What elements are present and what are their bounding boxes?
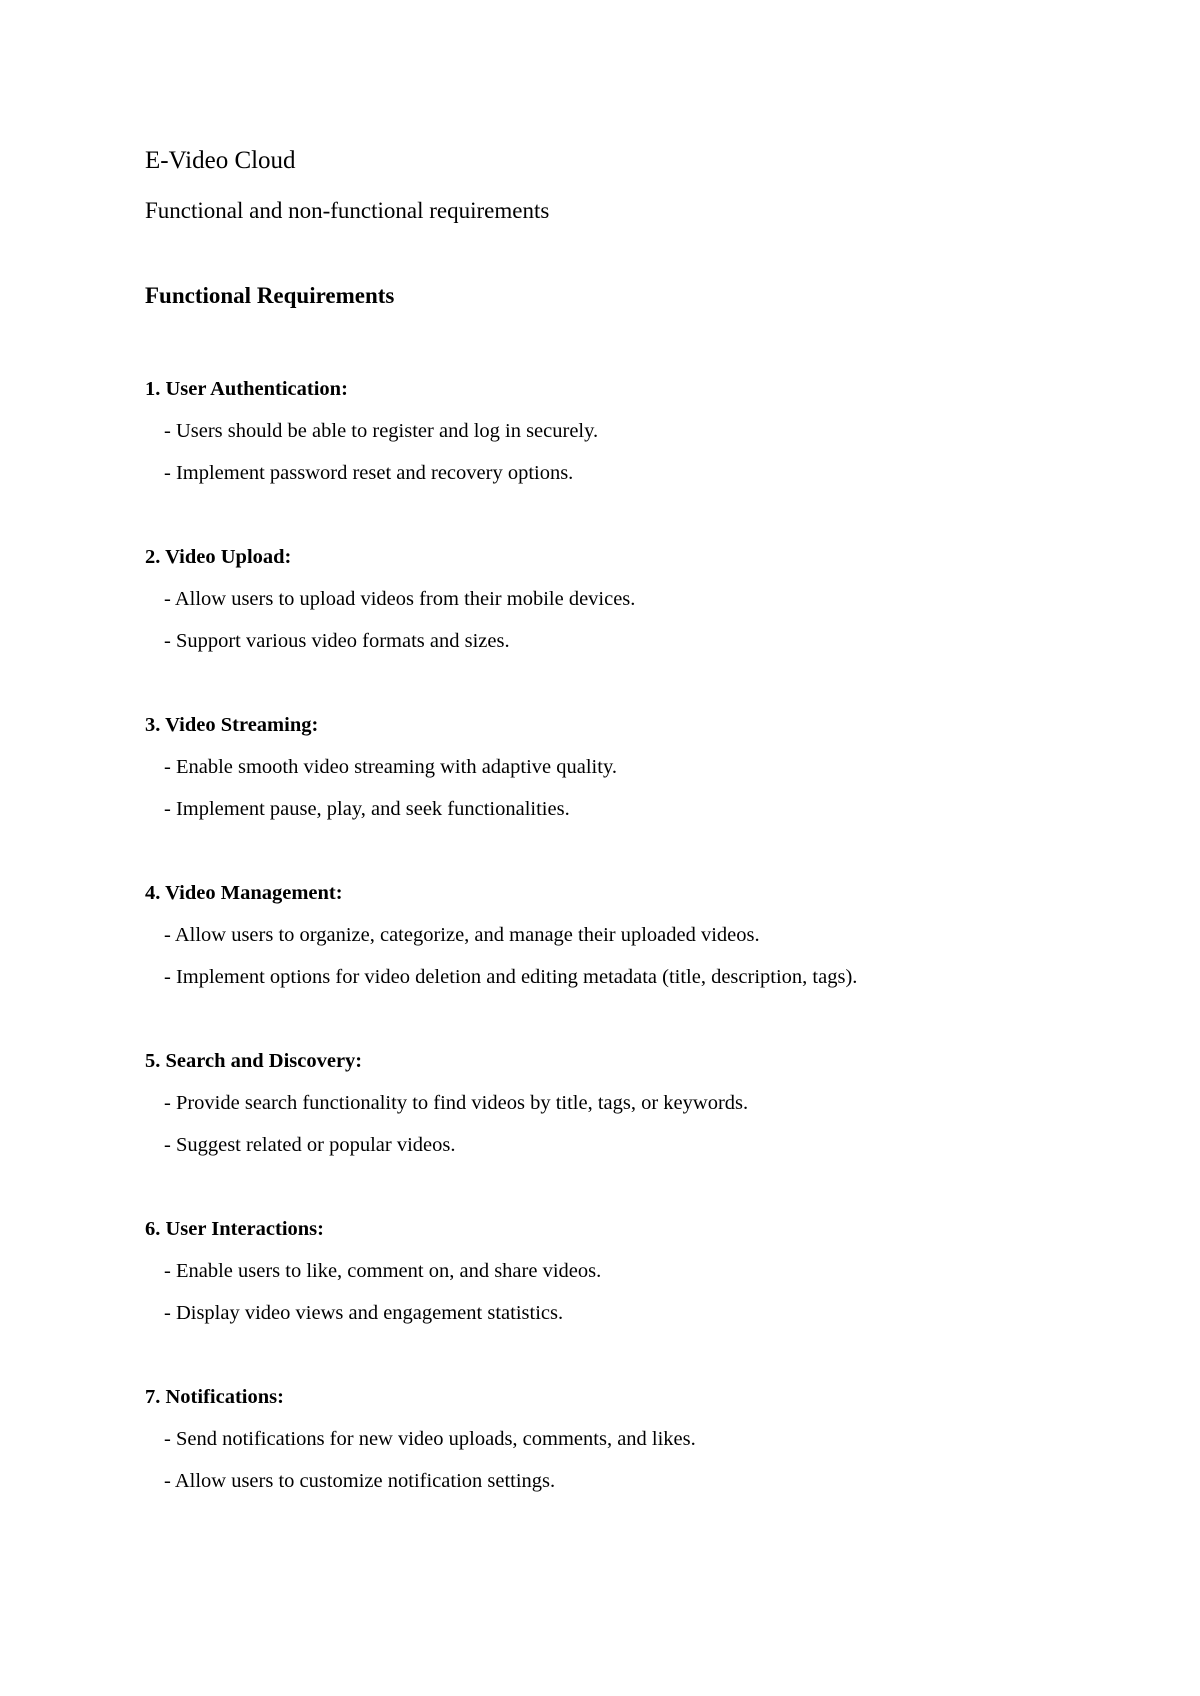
requirement-bullet: - Suggest related or popular videos. — [164, 1134, 456, 1156]
section-heading-functional: Functional Requirements — [145, 283, 395, 308]
document-title: E-Video Cloud — [145, 147, 296, 174]
requirement-notifications — [145, 1376, 1145, 1544]
requirement-video-streaming — [145, 704, 1145, 872]
requirement-bullet: - Allow users to organize, categorize, and manage their uploaded videos. — [164, 924, 760, 946]
requirement-bullet: - Implement pause, play, and seek functionalities. — [164, 798, 570, 820]
requirement-bullet: - Implement options for video deletion and editing metadata (title, description, tags). — [164, 966, 858, 988]
document-subtitle: Functional and non-functional requirements — [145, 198, 550, 223]
requirement-bullet: - Provide search functionality to find videos by title, tags, or keywords. — [164, 1092, 749, 1114]
requirement-search-and-discovery — [145, 1040, 1145, 1208]
requirement-heading: 3. Video Streaming: — [145, 714, 319, 736]
requirement-video-upload — [145, 536, 1145, 704]
requirement-heading: 5. Search and Discovery: — [145, 1050, 363, 1072]
requirement-bullet: - Allow users to upload videos from their mobile devices. — [164, 588, 636, 610]
requirement-bullet: - Implement password reset and recovery options. — [164, 462, 574, 484]
requirement-heading: 7. Notifications: — [145, 1386, 284, 1408]
requirements-list — [145, 368, 1145, 1544]
requirement-user-interactions — [145, 1208, 1145, 1376]
requirement-bullet: - Send notifications for new video uploads, comments, and likes. — [164, 1428, 696, 1450]
requirement-heading: 6. User Interactions: — [145, 1218, 324, 1240]
requirement-bullet: - Display video views and engagement statistics. — [164, 1302, 564, 1324]
requirement-bullet: - Enable smooth video streaming with adaptive quality. — [164, 756, 617, 778]
requirement-heading: 1. User Authentication: — [145, 378, 348, 400]
requirement-video-management — [145, 872, 1145, 1040]
requirement-bullet: - Users should be able to register and log in securely. — [164, 420, 599, 442]
requirement-bullet: - Support various video formats and sizes. — [164, 630, 510, 652]
requirement-heading: 2. Video Upload: — [145, 546, 292, 568]
requirement-bullet: - Allow users to customize notification settings. — [164, 1470, 556, 1492]
requirement-user-authentication — [145, 368, 1145, 536]
requirement-bullet: - Enable users to like, comment on, and share videos. — [164, 1260, 602, 1282]
requirement-heading: 4. Video Management: — [145, 882, 343, 904]
